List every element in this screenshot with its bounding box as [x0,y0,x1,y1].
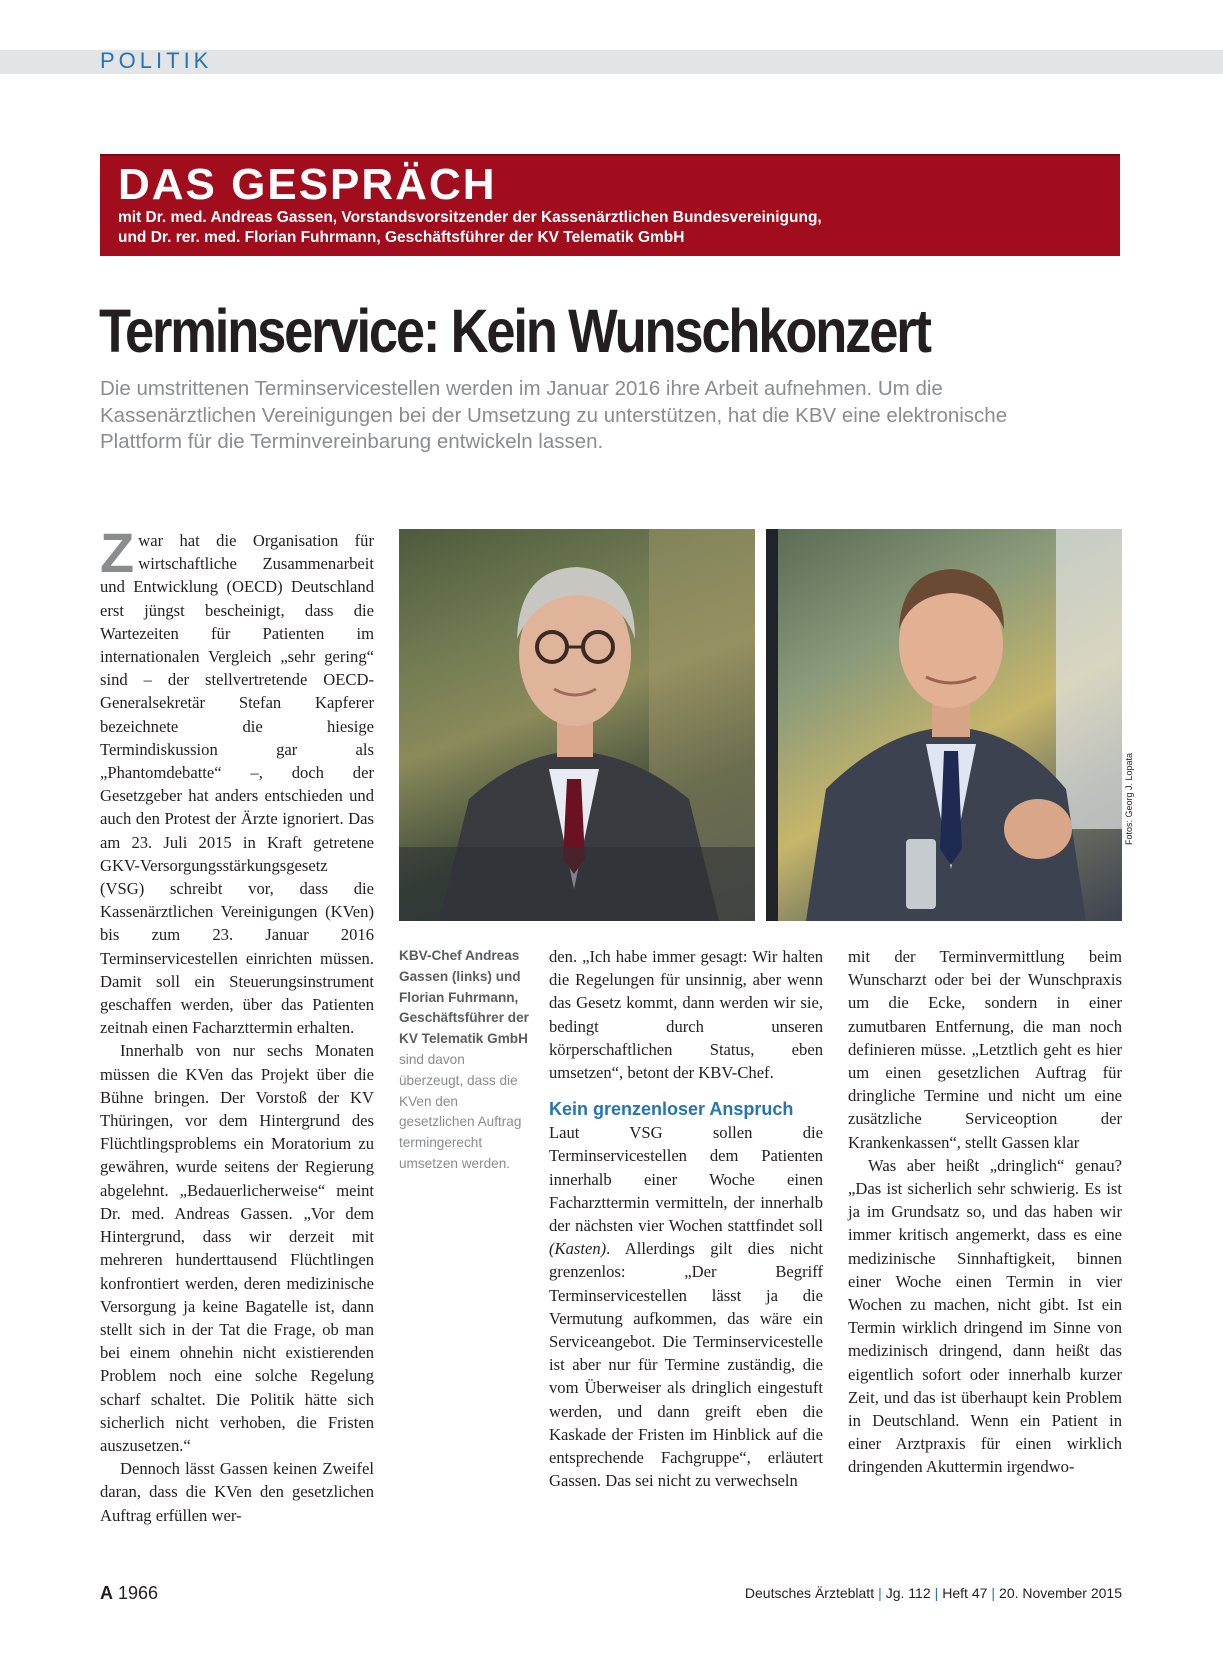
paragraph [100,521,374,1039]
banner-title: DAS GESPRÄCH [118,160,497,209]
page-number-value: 1966 [118,1583,159,1603]
paragraph: Innerhalb von nur sechs Monaten müssen die KVen das Projekt über die Bühne bringen. Der Vorstoß der KV Thüringen, vor dem Hintergrund des Flüchtlingsproblems ein Moratorium zu gewähren, wurde seitens der Regierung abgelehnt. „Bedauerlicherweise“ meint Dr. med. Andreas Gassen. „Vor dem Hintergrund, dass wir derzeit mit mehreren hunderttausend Flüchtlingen konfrontiert werden, deren medizinische Versorgung ja keine Bagatelle ist, dann stellt sich in der Tat die Frage, ob man bei einem ohnehin nicht existierenden Problem noch eine solche Regelung scharf schaltet. Die Politik hätte sich sicherlich nicht verhoben, die Fristen auszusetzen.“ [100,1041,374,1455]
volume: Jg. 112 [885,1585,931,1601]
subheading: Kein grenzenloser Anspruch [549,1099,794,1120]
paragraph-text: war hat die Organisation für wirtschaftliche Zusammenarbeit und Entwicklung (OECD) Deutschland erst jüngst bescheinigt, dass die Wartezeiten für Patienten im internationalen Vergleich „sehr gering“ sind – der stellvertretende OECD-Generalsekretär Stefan Kapferer bezeichnete die hiesige Termindiskussion gar als „Phantomdebatte“ –, doch der Gesetzgeber hat anders entschieden und auch den Protest der Ärzte ignoriert. Das am 23. Juli 2015 in Kraft getretene GKV-Versorgungsstärkungsgesetz (VSG) schreibt vor, dass die Kassenärztlichen Vereinigungen (KVen) bis zum 23. Januar 2016 Terminservicestellen einrichten müssen. Damit soll ein Steuerungsinstrument geschaffen werden, über das Patienten zeitnah einen Facharzttermin erhalten. [100,531,374,1038]
box-reference: (Kasten) [549,1239,607,1259]
publication-name: Deutsches Ärzteblatt [744,1585,875,1601]
paragraph: Dennoch lässt Gassen keinen Zweifel daran, dass die KVen den gesetzlichen Auftrag erfüllen wer- [100,1459,374,1525]
page-prefix: A [100,1583,113,1603]
separator: | [934,1585,939,1601]
article-lead: Die umstrittenen Terminservicestellen werden im Januar 2016 ihre Arbeit aufnehmen. Um die Kassenärztlichen Vereinigungen bei der Umsetzung zu unterstützen, hat die KBV eine elektronische Plattform für die Terminvereinbarung entwickeln lassen. [100,377,1008,453]
issue-date: 20. November 2015 [999,1585,1122,1601]
page-number [100,1583,158,1604]
drop-cap: Z [100,521,135,584]
publication-info [745,1585,1122,1601]
text-column-3 [549,945,823,1492]
paragraph-text: . Allerdings gilt dies nicht grenzenlos: „Der Begriff Terminservicestellen lässt ja die Vermutung aufkommen, das wäre ein Serviceangebot. Die Terminservicestelle ist aber nur für Termine zuständig, die vom Überweiser als dringlich eingestuft werden, und dann greift eben die Kaskade der Fristen im Hinblick auf die entsprechende Fachgruppe“, erläutert Gassen. Das sei nicht zu verwechseln [549,1239,823,1491]
section-label: POLITIK [100,48,213,73]
paragraph: Was aber heißt „dringlich“ genau? „Das ist sicherlich sehr schwierig. Es ist ja im Grundsatz so, und das haben wir immer kritisch angemerkt, dass es eine medizinische Sinnhaftigkeit, binnen einer Woche einen Termin in vier Wochen zu machen, nicht gibt. Ist ein Termin wirklich dringend im Sinne von medizinisch dringend, dann heißt das eigentlich sofort oder innerhalb kurzer Zeit, und das ist überhaupt kein Problem in Deutschland. Wenn ein Patient in einer Arztpraxis für einen wirklich dringenden Akuttermin irgendwo- [848,1155,1122,1477]
portrait-illustration [399,529,755,921]
separator: | [878,1585,882,1601]
banner-subtitle-line2: und Dr. rer. med. Florian Fuhrmann, Geschäftsführer der KV Telematik GmbH [118,229,685,246]
paragraph: den. „Ich habe immer gesagt: Wir halten die Regelungen für unsinnig, aber wenn das Gesetz kommt, dann werden wir sie, bedingt durch unseren körperschaftlichen Status, eben umsetzen“, betont der KBV-Chef. [549,947,823,1083]
photo-florian-fuhrmann [766,529,1122,921]
separator: | [991,1585,996,1601]
article-headline: Terminservice: Kein Wunschkonzert [99,297,930,365]
photo-credit: Fotos: Georg J. Lopata [1124,752,1134,845]
photo-caption [399,946,529,1175]
paragraph: mit der Terminvermittlung beim Wunscharzt oder bei der Wunschpraxis um die Ecke, sondern in einer zumutbaren Entfernung, die man noch definieren müsse. „Letztlich geht es hier um einen gesetzlichen Auftrag für dringliche Termine und nicht um eine zusätzliche Serviceoption der Krankenkassen“, stellt Gassen klar [848,947,1122,1152]
caption-lead: KBV-Chef Andreas Gassen (links) und Florian Fuhrmann, Geschäftsführer der KV Telematik GmbH [399,948,529,1047]
caption-text: sind davon überzeugt, dass die KVen den gesetzlichen Auftrag termingerecht umsetzen werden. [399,1051,522,1171]
text-column-4 [848,945,1122,1479]
photo-andreas-gassen [399,529,755,921]
issue: Heft 47 [942,1585,988,1601]
banner-subtitle-line1: mit Dr. med. Andreas Gassen, Vorstandsvorsitzender der Kassenärztlichen Bundesvereinigung, [118,209,822,226]
paragraph-text: Laut VSG sollen die Terminservicestellen dem Patienten innerhalb einer Woche einen Facharzttermin vermitteln, der innerhalb der nächsten vier Wochen stattfindet soll [549,1123,823,1236]
text-column-1 [100,521,374,1527]
interview-banner [100,154,1120,256]
portrait-illustration [766,529,1122,921]
paragraph [549,1121,823,1492]
